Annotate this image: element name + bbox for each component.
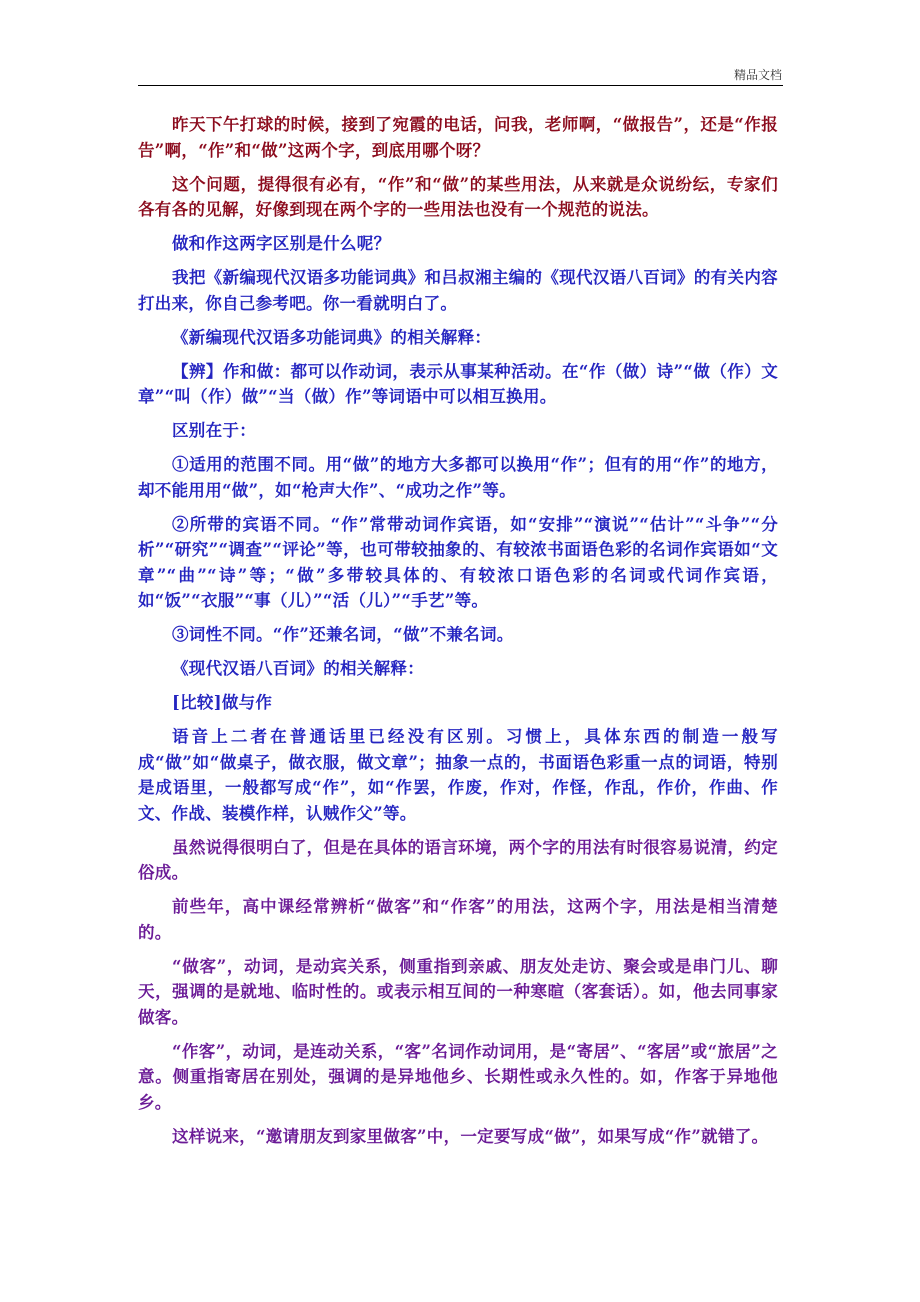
document-body <box>138 112 778 1158</box>
paragraph-15: 前些年，高中课经常辨析“做客”和“作客”的用法，这两个字，用法是相当清楚的。 <box>138 897 778 942</box>
paragraph-7: 区别在于： <box>172 421 256 440</box>
header-label: 精品文档 <box>733 68 782 82</box>
paragraph-4: 我把《新编现代汉语多功能词典》和吕叔湘主编的《现代汉语八百词》的有关内容打出来，你自己参考吧。你一看就明白了。 <box>138 268 778 313</box>
paragraph-1: 昨天下午打球的时候，接到了宛霞的电话，问我，老师啊，“做报告”，还是“作报告”啊，“作”和“做”这两个字，到底用哪个呀？ <box>138 115 778 160</box>
paragraph-16: “做客”，动词，是动宾关系，侧重指到亲戚、朋友处走访、聚会或是串门儿、聊天，强调的是就地、临时性的。或表示相互间的一种寒暄（客套话）。如，他去同事家做客。 <box>138 956 778 1027</box>
paragraph-2: 这个问题，提得很有必有，“作”和“做”的某些用法，从来就是众说纷纭，专家们各有各的见解，好像到现在两个字的一些用法也没有一个规范的说法。 <box>138 174 778 219</box>
paragraph-11: 《现代汉语八百词》的相关解释： <box>172 659 424 678</box>
paragraph-8: ①适用的范围不同。用“做”的地方大多都可以换用“作”；但有的用“作”的地方，却不能用用“做”，如“枪声大作”、“成功之作”等。 <box>138 455 778 500</box>
paragraph-12: [比较]做与作 <box>172 693 273 712</box>
header-rule <box>138 85 783 86</box>
paragraph-3: 做和作这两字区别是什么呢？ <box>172 234 391 253</box>
paragraph-18: 这样说来，“邀请朋友到家里做客”中，一定要写成“做”，如果写成“作”就错了。 <box>172 1126 769 1146</box>
paragraph-5: 《新编现代汉语多功能词典》的相关解释： <box>172 327 492 347</box>
paragraph-6: 【辨】作和做：都可以作动词，表示从事某种活动。在“作（做）诗”“做（作）文章”“叫（作）做”“当（做）作”等词语中可以相互换用。 <box>138 361 778 406</box>
paragraph-10: ③词性不同。“作”还兼名词，“做”不兼名词。 <box>172 625 514 644</box>
paragraph-13: 语音上二者在普通话里已经没有区别。习惯上，具体东西的制造一般写成“做”如“做桌子，做衣服，做文章”；抽象一点的，书面语色彩重一点的词语，特别是成语里，一般都写成“作”，如“作罢，作废，作对，作怪，作乱，作价，作曲、作文、作战、装模作样，认贼作父”等。 <box>138 727 778 823</box>
paragraph-14: 虽然说得很明白了，但是在具体的语言环境，两个字的用法有时很容易说清，约定俗成。 <box>138 837 778 882</box>
paragraph-9: ②所带的宾语不同。“作”常带动词作宾语，如“安排”“演说”“估计”“斗争”“分析”“研究”“调查”“评论”等，也可带较抽象的、有较浓书面语色彩的名词作宾语如“文章”“曲”“诗”等；“做”多带较具体的、有较浓口语色彩的名词或代词作宾语，如“饭”“衣服”“事（儿）”“活（儿）”“手艺”等。 <box>138 514 778 610</box>
paragraph-17: “作客”，动词，是连动关系，“客”名词作动词用，是“寄居”、“客居”或“旅居”之意。侧重指寄居在别处，强调的是异地他乡、长期性或永久性的。如，作客于异地他乡。 <box>138 1041 778 1112</box>
